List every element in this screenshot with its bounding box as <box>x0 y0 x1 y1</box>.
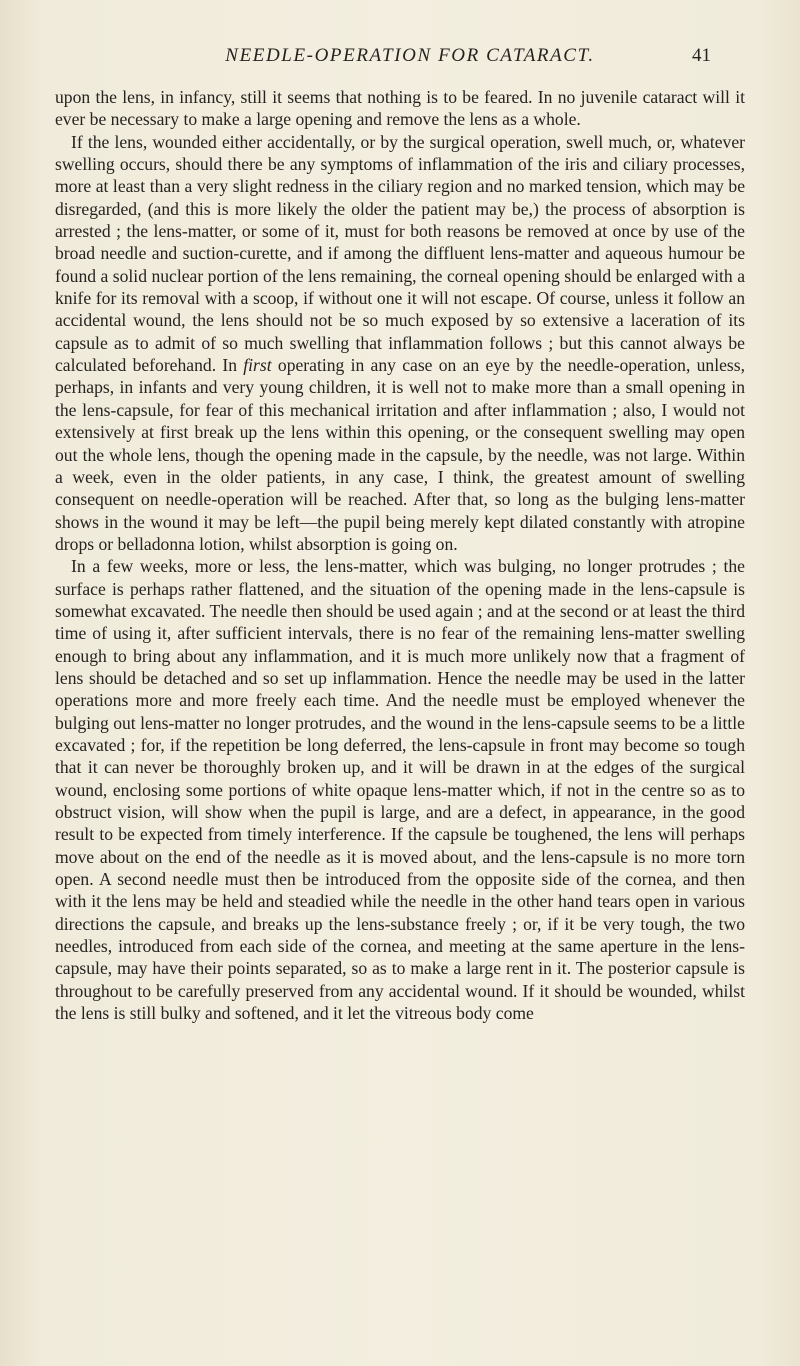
paragraph-2-part-2: operating in any case on an eye by the needle-operation, unless, perhaps, in infants and very young children, it is well not to make more than a small opening in the lens-capsule, for fear of this mechanical irritation and after inflammation ; also, I would not extensively at first break up the lens within this opening, or the consequent swelling may open out the whole lens, though the opening made in the capsule, by the needle, was not large. Within a week, even in the older patients, in any case, I think, the greatest amount of swelling consequent on needle-operation will be reached. After that, so long as the bulging lens-matter shows in the wound it may be left—the pupil being merely kept dilated constantly with atropine drops or belladonna lotion, whilst absorption is going on. <box>55 355 745 554</box>
running-title: NEEDLE-OPERATION FOR CATARACT. <box>225 45 595 66</box>
paragraph-3: In a few weeks, more or less, the lens-matter, which was bulging, no longer protrudes ; the surface is perhaps rather flattened, and the situation of the opening made in the lens-capsule is somewhat excavated. The needle then should be used again ; and at the second or at least the third time of using it, after sufficient intervals, there is no fear of the remaining lens-matter swelling enough to bring about any inflammation, and it is much more unlikely now that a fragment of lens should be detached and so set up inflammation. Hence the needle may be used in the latter operations more and more freely each time. And the needle must be employed whenever the bulging out lens-matter no longer protrudes, and the wound in the lens-capsule seems to be a little excavated ; for, if the repetition be long deferred, the lens-capsule in front may become so tough that it can never be thoroughly broken up, and it will be drawn in at the edges of the surgical wound, enclosing some portions of white opaque lens-matter which, if not in the centre so as to obstruct vision, will show when the pupil is large, and are a defect, in appearance, in the good result to be expected from timely interference. If the capsule be toughened, the lens will perhaps move about on the end of the needle as it is moved about, and the lens-capsule is no more torn open. A second needle must then be introduced from the opposite side of the cornea, and then with it the lens may be held and steadied while the needle in the other hand tears open in various directions the capsule, and breaks up the lens-substance freely ; or, if it be very tough, the two needles, introduced from each side of the cornea, and meeting at the same aperture in the lens-capsule, may have their points separated, so as to make a large rent in it. The posterior capsule is throughout to be carefully preserved from any accidental wound. If it should be wounded, whilst the lens is still bulky and softened, and it let the vitreous body come <box>55 556 745 1024</box>
paragraph-2 <box>55 131 745 556</box>
paragraph-2-italic-word: first <box>243 355 272 376</box>
paragraph-2-part-1: If the lens, wounded either accidentally, or by the surgical operation, swell much, or, whatever swelling occurs, should there be any symptoms of inflammation of the iris and ciliary processes, more at least than a very slight redness in the ciliary region and no marked tension, which may be disregarded, (and this is more likely the older the patient may be,) the process of absorption is arrested ; the lens-matter, or some of it, must for both reasons be removed at once by use of the broad needle and suction-curette, and if among the diffluent lens-matter and aqueous humour be found a solid nuclear portion of the lens remaining, the corneal opening should be enlarged with a knife for its removal with a scoop, if without one it will not escape. Of course, unless it follow an accidental wound, the lens should not be so much exposed by so extensive a laceration of its capsule as to admit of so much swelling that inflammation follows ; but this cannot always be calculated beforehand. In <box>55 131 745 376</box>
page-number: 41 <box>692 45 711 66</box>
paragraph-1: upon the lens, in infancy, still it seems that nothing is to be feared. In no juvenile cataract will it ever be necessary to make a large opening and remove the lens as a whole. <box>55 87 745 130</box>
body-text <box>55 86 745 1024</box>
page-header <box>140 45 711 75</box>
